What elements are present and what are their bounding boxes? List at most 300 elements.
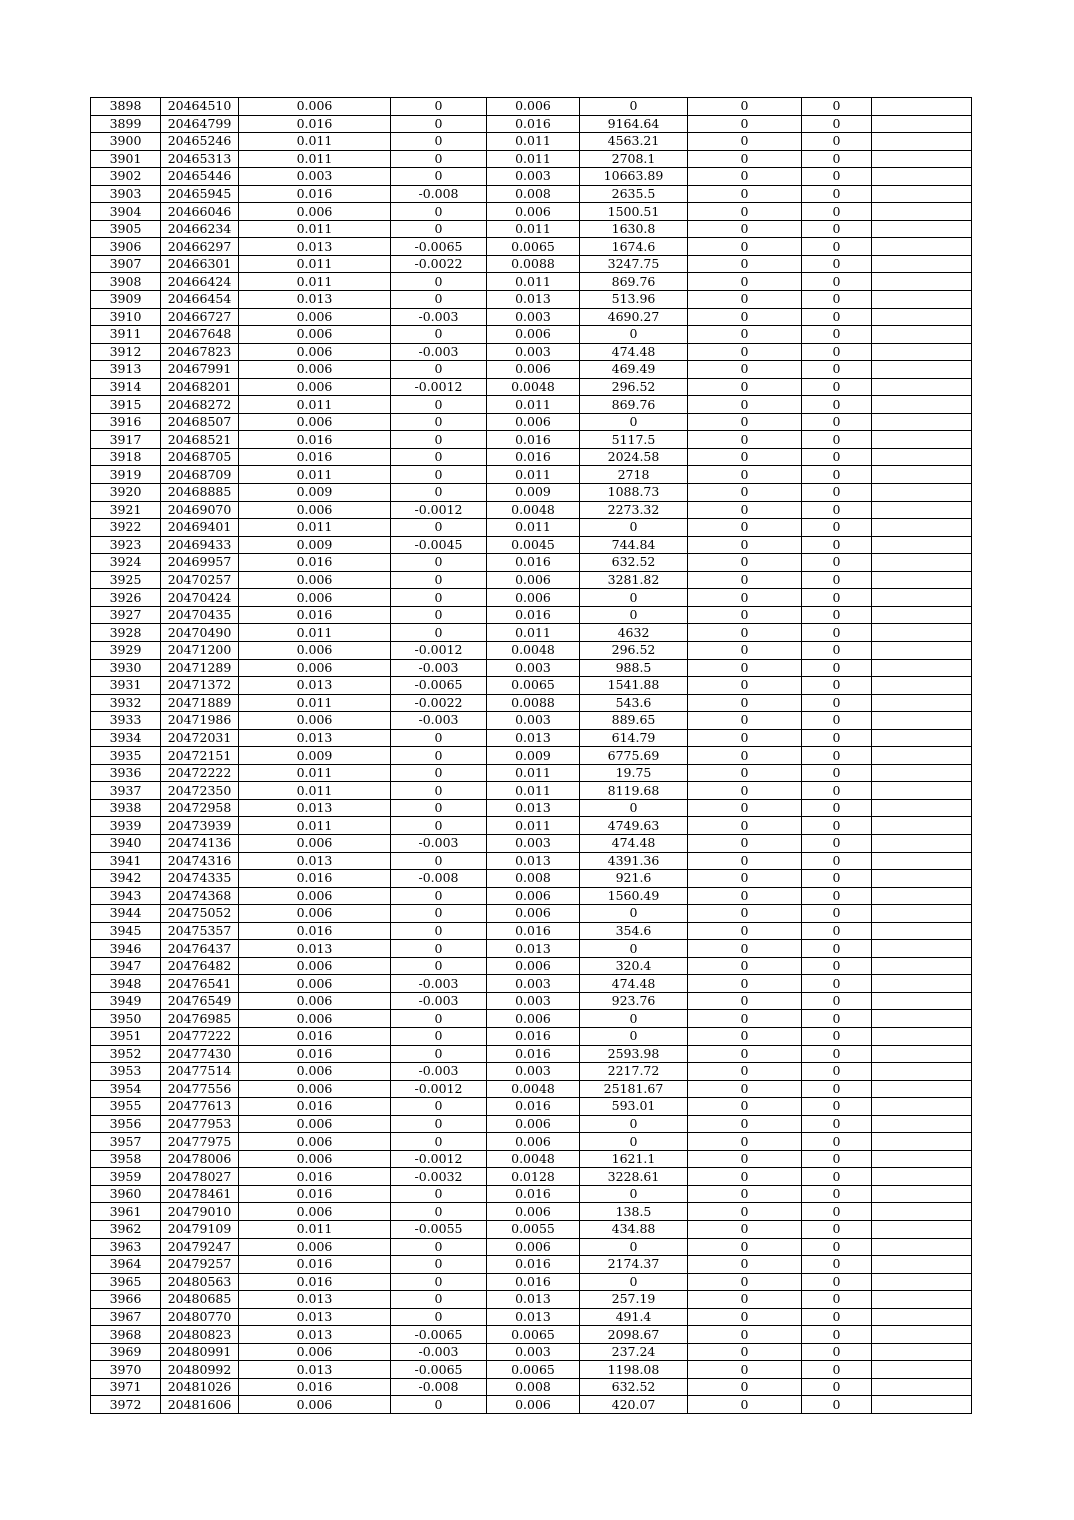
amount-cell: 3247.75: [580, 255, 688, 273]
value-b-cell: 0: [391, 133, 487, 151]
value-e-cell: 0: [802, 1256, 872, 1274]
empty-cell: [872, 1168, 972, 1186]
value-c-cell: 0.008: [487, 185, 580, 203]
id-cell: 20464510: [161, 98, 239, 116]
id-cell: 20468521: [161, 431, 239, 449]
value-a-cell: 0.013: [239, 852, 391, 870]
row-number-cell: 3944: [91, 905, 161, 923]
table-row: [91, 677, 972, 695]
value-a-cell: 0.013: [239, 677, 391, 695]
value-c-cell: 0.013: [487, 940, 580, 958]
id-cell: 20469070: [161, 501, 239, 519]
row-number-cell: 3943: [91, 887, 161, 905]
table-row: [91, 133, 972, 151]
value-a-cell: 0.006: [239, 1203, 391, 1221]
value-b-cell: -0.0012: [391, 1150, 487, 1168]
value-d-cell: 0: [688, 712, 802, 730]
amount-cell: 0: [580, 940, 688, 958]
value-d-cell: 0: [688, 1361, 802, 1379]
amount-cell: 593.01: [580, 1098, 688, 1116]
value-a-cell: 0.006: [239, 589, 391, 607]
value-d-cell: 0: [688, 519, 802, 537]
value-b-cell: 0: [391, 519, 487, 537]
empty-cell: [872, 1326, 972, 1344]
value-e-cell: 0: [802, 1221, 872, 1239]
empty-cell: [872, 957, 972, 975]
value-e-cell: 0: [802, 98, 872, 116]
row-number-cell: 3911: [91, 326, 161, 344]
row-number-cell: 3945: [91, 922, 161, 940]
value-d-cell: 0: [688, 747, 802, 765]
row-number-cell: 3921: [91, 501, 161, 519]
value-b-cell: -0.0032: [391, 1168, 487, 1186]
row-number-cell: 3931: [91, 677, 161, 695]
value-e-cell: 0: [802, 1308, 872, 1326]
value-a-cell: 0.016: [239, 1378, 391, 1396]
id-cell: 20468201: [161, 378, 239, 396]
empty-cell: [872, 98, 972, 116]
value-c-cell: 0.016: [487, 115, 580, 133]
value-a-cell: 0.006: [239, 308, 391, 326]
amount-cell: 614.79: [580, 729, 688, 747]
row-number-cell: 3967: [91, 1308, 161, 1326]
value-c-cell: 0.003: [487, 1343, 580, 1361]
row-number-cell: 3928: [91, 624, 161, 642]
row-number-cell: 3917: [91, 431, 161, 449]
value-e-cell: 0: [802, 1185, 872, 1203]
row-number-cell: 3925: [91, 571, 161, 589]
id-cell: 20480992: [161, 1361, 239, 1379]
row-number-cell: 3907: [91, 255, 161, 273]
row-number-cell: 3942: [91, 870, 161, 888]
value-b-cell: -0.003: [391, 834, 487, 852]
empty-cell: [872, 852, 972, 870]
value-d-cell: 0: [688, 220, 802, 238]
amount-cell: 491.4: [580, 1308, 688, 1326]
id-cell: 20481606: [161, 1396, 239, 1414]
value-e-cell: 0: [802, 484, 872, 502]
value-b-cell: 0: [391, 466, 487, 484]
value-a-cell: 0.011: [239, 273, 391, 291]
value-d-cell: 0: [688, 905, 802, 923]
row-number-cell: 3926: [91, 589, 161, 607]
value-d-cell: 0: [688, 291, 802, 309]
value-a-cell: 0.013: [239, 291, 391, 309]
value-a-cell: 0.006: [239, 1343, 391, 1361]
id-cell: 20468507: [161, 413, 239, 431]
amount-cell: 0: [580, 1027, 688, 1045]
value-e-cell: 0: [802, 799, 872, 817]
id-cell: 20467648: [161, 326, 239, 344]
value-e-cell: 0: [802, 624, 872, 642]
table-row: [91, 1027, 972, 1045]
value-c-cell: 0.013: [487, 729, 580, 747]
empty-cell: [872, 291, 972, 309]
value-e-cell: 0: [802, 1203, 872, 1221]
value-c-cell: 0.006: [487, 1115, 580, 1133]
value-b-cell: -0.003: [391, 308, 487, 326]
table-row: [91, 799, 972, 817]
table-row: [91, 466, 972, 484]
value-a-cell: 0.016: [239, 1185, 391, 1203]
value-b-cell: 0: [391, 413, 487, 431]
table-row: [91, 554, 972, 572]
amount-cell: 420.07: [580, 1396, 688, 1414]
value-d-cell: 0: [688, 378, 802, 396]
empty-cell: [872, 764, 972, 782]
empty-cell: [872, 975, 972, 993]
amount-cell: 0: [580, 326, 688, 344]
value-c-cell: 0.011: [487, 150, 580, 168]
value-a-cell: 0.011: [239, 624, 391, 642]
row-number-cell: 3969: [91, 1343, 161, 1361]
value-e-cell: 0: [802, 238, 872, 256]
row-number-cell: 3935: [91, 747, 161, 765]
value-a-cell: 0.011: [239, 782, 391, 800]
id-cell: 20471200: [161, 641, 239, 659]
amount-cell: 0: [580, 589, 688, 607]
amount-cell: 923.76: [580, 992, 688, 1010]
row-number-cell: 3906: [91, 238, 161, 256]
value-e-cell: 0: [802, 519, 872, 537]
value-d-cell: 0: [688, 589, 802, 607]
value-d-cell: 0: [688, 361, 802, 379]
row-number-cell: 3903: [91, 185, 161, 203]
row-number-cell: 3971: [91, 1378, 161, 1396]
row-number-cell: 3929: [91, 641, 161, 659]
value-c-cell: 0.016: [487, 1027, 580, 1045]
table-row: [91, 1378, 972, 1396]
value-b-cell: 0: [391, 396, 487, 414]
amount-cell: 0: [580, 1185, 688, 1203]
table-row: [91, 817, 972, 835]
table-row: [91, 326, 972, 344]
table-row: [91, 413, 972, 431]
value-d-cell: 0: [688, 484, 802, 502]
value-a-cell: 0.006: [239, 957, 391, 975]
amount-cell: 138.5: [580, 1203, 688, 1221]
table-row: [91, 1080, 972, 1098]
id-cell: 20476985: [161, 1010, 239, 1028]
row-number-cell: 3941: [91, 852, 161, 870]
value-e-cell: 0: [802, 273, 872, 291]
table-row: [91, 957, 972, 975]
value-d-cell: 0: [688, 98, 802, 116]
value-d-cell: 0: [688, 1291, 802, 1309]
value-b-cell: -0.0065: [391, 1361, 487, 1379]
value-d-cell: 0: [688, 1045, 802, 1063]
value-d-cell: 0: [688, 255, 802, 273]
value-b-cell: -0.0012: [391, 641, 487, 659]
value-e-cell: 0: [802, 992, 872, 1010]
amount-cell: 869.76: [580, 396, 688, 414]
table-row: [91, 922, 972, 940]
value-d-cell: 0: [688, 1326, 802, 1344]
amount-cell: 869.76: [580, 273, 688, 291]
empty-cell: [872, 905, 972, 923]
value-a-cell: 0.011: [239, 466, 391, 484]
id-cell: 20477975: [161, 1133, 239, 1151]
table-row: [91, 98, 972, 116]
amount-cell: 889.65: [580, 712, 688, 730]
amount-cell: 2635.5: [580, 185, 688, 203]
value-d-cell: 0: [688, 729, 802, 747]
id-cell: 20470435: [161, 606, 239, 624]
value-a-cell: 0.006: [239, 203, 391, 221]
value-b-cell: 0: [391, 764, 487, 782]
value-b-cell: 0: [391, 817, 487, 835]
value-c-cell: 0.011: [487, 817, 580, 835]
value-d-cell: 0: [688, 852, 802, 870]
id-cell: 20479010: [161, 1203, 239, 1221]
id-cell: 20478006: [161, 1150, 239, 1168]
value-d-cell: 0: [688, 1308, 802, 1326]
amount-cell: 543.6: [580, 694, 688, 712]
id-cell: 20479257: [161, 1256, 239, 1274]
value-c-cell: 0.006: [487, 1203, 580, 1221]
empty-cell: [872, 694, 972, 712]
id-cell: 20466046: [161, 203, 239, 221]
value-e-cell: 0: [802, 571, 872, 589]
value-c-cell: 0.006: [487, 887, 580, 905]
id-cell: 20476549: [161, 992, 239, 1010]
value-e-cell: 0: [802, 291, 872, 309]
value-d-cell: 0: [688, 536, 802, 554]
value-d-cell: 0: [688, 975, 802, 993]
value-a-cell: 0.006: [239, 992, 391, 1010]
value-c-cell: 0.016: [487, 922, 580, 940]
row-number-cell: 3927: [91, 606, 161, 624]
amount-cell: 3281.82: [580, 571, 688, 589]
amount-cell: 469.49: [580, 361, 688, 379]
empty-cell: [872, 185, 972, 203]
value-a-cell: 0.006: [239, 1133, 391, 1151]
value-a-cell: 0.016: [239, 1256, 391, 1274]
empty-cell: [872, 817, 972, 835]
row-number-cell: 3915: [91, 396, 161, 414]
value-b-cell: 0: [391, 1027, 487, 1045]
empty-cell: [872, 799, 972, 817]
value-b-cell: 0: [391, 1045, 487, 1063]
value-e-cell: 0: [802, 589, 872, 607]
value-e-cell: 0: [802, 448, 872, 466]
value-d-cell: 0: [688, 343, 802, 361]
value-b-cell: -0.0012: [391, 1080, 487, 1098]
value-d-cell: 0: [688, 273, 802, 291]
table-row: [91, 659, 972, 677]
amount-cell: 0: [580, 606, 688, 624]
table-row: [91, 1063, 972, 1081]
value-d-cell: 0: [688, 431, 802, 449]
value-b-cell: 0: [391, 782, 487, 800]
value-a-cell: 0.011: [239, 396, 391, 414]
amount-cell: 0: [580, 1238, 688, 1256]
table-row: [91, 712, 972, 730]
row-number-cell: 3916: [91, 413, 161, 431]
row-number-cell: 3899: [91, 115, 161, 133]
value-c-cell: 0.006: [487, 1133, 580, 1151]
value-c-cell: 0.0048: [487, 1150, 580, 1168]
empty-cell: [872, 747, 972, 765]
value-e-cell: 0: [802, 905, 872, 923]
value-a-cell: 0.011: [239, 519, 391, 537]
value-e-cell: 0: [802, 1045, 872, 1063]
id-cell: 20477953: [161, 1115, 239, 1133]
amount-cell: 2217.72: [580, 1063, 688, 1081]
id-cell: 20479247: [161, 1238, 239, 1256]
empty-cell: [872, 1396, 972, 1414]
empty-cell: [872, 589, 972, 607]
value-b-cell: 0: [391, 1203, 487, 1221]
empty-cell: [872, 501, 972, 519]
value-c-cell: 0.016: [487, 1045, 580, 1063]
value-b-cell: 0: [391, 220, 487, 238]
value-a-cell: 0.013: [239, 1361, 391, 1379]
value-a-cell: 0.006: [239, 712, 391, 730]
value-c-cell: 0.016: [487, 1098, 580, 1116]
value-b-cell: 0: [391, 115, 487, 133]
empty-cell: [872, 1273, 972, 1291]
value-d-cell: 0: [688, 834, 802, 852]
id-cell: 20471986: [161, 712, 239, 730]
value-b-cell: 0: [391, 922, 487, 940]
value-c-cell: 0.013: [487, 1308, 580, 1326]
value-b-cell: 0: [391, 589, 487, 607]
value-c-cell: 0.006: [487, 203, 580, 221]
value-e-cell: 0: [802, 782, 872, 800]
row-number-cell: 3900: [91, 133, 161, 151]
value-a-cell: 0.006: [239, 975, 391, 993]
value-d-cell: 0: [688, 1343, 802, 1361]
row-number-cell: 3966: [91, 1291, 161, 1309]
id-cell: 20467991: [161, 361, 239, 379]
id-cell: 20474368: [161, 887, 239, 905]
empty-cell: [872, 326, 972, 344]
value-b-cell: 0: [391, 1133, 487, 1151]
value-b-cell: 0: [391, 431, 487, 449]
value-c-cell: 0.008: [487, 870, 580, 888]
value-b-cell: 0: [391, 203, 487, 221]
empty-cell: [872, 536, 972, 554]
table-row: [91, 519, 972, 537]
id-cell: 20474136: [161, 834, 239, 852]
amount-cell: 1560.49: [580, 887, 688, 905]
id-cell: 20468272: [161, 396, 239, 414]
row-number-cell: 3934: [91, 729, 161, 747]
amount-cell: 474.48: [580, 834, 688, 852]
table-row: [91, 1343, 972, 1361]
value-b-cell: 0: [391, 887, 487, 905]
value-a-cell: 0.006: [239, 1396, 391, 1414]
empty-cell: [872, 396, 972, 414]
value-c-cell: 0.006: [487, 1396, 580, 1414]
id-cell: 20471372: [161, 677, 239, 695]
value-c-cell: 0.006: [487, 326, 580, 344]
value-e-cell: 0: [802, 1168, 872, 1186]
id-cell: 20469957: [161, 554, 239, 572]
value-a-cell: 0.016: [239, 554, 391, 572]
table-row: [91, 606, 972, 624]
value-c-cell: 0.006: [487, 1238, 580, 1256]
value-c-cell: 0.011: [487, 396, 580, 414]
data-table: [90, 97, 972, 1414]
value-b-cell: 0: [391, 571, 487, 589]
empty-cell: [872, 729, 972, 747]
value-b-cell: 0: [391, 1308, 487, 1326]
value-b-cell: 0: [391, 747, 487, 765]
row-number-cell: 3947: [91, 957, 161, 975]
table-row: [91, 940, 972, 958]
value-b-cell: -0.003: [391, 712, 487, 730]
table-row: [91, 852, 972, 870]
amount-cell: 320.4: [580, 957, 688, 975]
value-e-cell: 0: [802, 168, 872, 186]
value-e-cell: 0: [802, 203, 872, 221]
value-d-cell: 0: [688, 115, 802, 133]
row-number-cell: 3922: [91, 519, 161, 537]
value-a-cell: 0.016: [239, 448, 391, 466]
empty-cell: [872, 624, 972, 642]
amount-cell: 0: [580, 1010, 688, 1028]
value-e-cell: 0: [802, 413, 872, 431]
amount-cell: 4690.27: [580, 308, 688, 326]
value-c-cell: 0.0128: [487, 1168, 580, 1186]
id-cell: 20470490: [161, 624, 239, 642]
table-row: [91, 1133, 972, 1151]
value-e-cell: 0: [802, 378, 872, 396]
amount-cell: 4391.36: [580, 852, 688, 870]
empty-cell: [872, 1045, 972, 1063]
id-cell: 20477514: [161, 1063, 239, 1081]
table-row: [91, 747, 972, 765]
empty-cell: [872, 413, 972, 431]
amount-cell: 2718: [580, 466, 688, 484]
value-c-cell: 0.0065: [487, 1361, 580, 1379]
value-a-cell: 0.006: [239, 326, 391, 344]
value-b-cell: -0.003: [391, 975, 487, 993]
id-cell: 20470257: [161, 571, 239, 589]
row-number-cell: 3913: [91, 361, 161, 379]
amount-cell: 0: [580, 1115, 688, 1133]
amount-cell: 257.19: [580, 1291, 688, 1309]
value-b-cell: 0: [391, 1115, 487, 1133]
row-number-cell: 3908: [91, 273, 161, 291]
empty-cell: [872, 1238, 972, 1256]
empty-cell: [872, 1010, 972, 1028]
value-d-cell: 0: [688, 1168, 802, 1186]
value-e-cell: 0: [802, 150, 872, 168]
empty-cell: [872, 922, 972, 940]
value-b-cell: 0: [391, 98, 487, 116]
value-e-cell: 0: [802, 694, 872, 712]
value-c-cell: 0.006: [487, 905, 580, 923]
row-number-cell: 3952: [91, 1045, 161, 1063]
value-b-cell: -0.0022: [391, 255, 487, 273]
value-b-cell: -0.0045: [391, 536, 487, 554]
value-c-cell: 0.011: [487, 764, 580, 782]
value-d-cell: 0: [688, 168, 802, 186]
id-cell: 20474316: [161, 852, 239, 870]
value-e-cell: 0: [802, 922, 872, 940]
value-b-cell: 0: [391, 484, 487, 502]
id-cell: 20469401: [161, 519, 239, 537]
empty-cell: [872, 255, 972, 273]
empty-cell: [872, 677, 972, 695]
value-b-cell: 0: [391, 448, 487, 466]
value-d-cell: 0: [688, 817, 802, 835]
table-row: [91, 834, 972, 852]
value-b-cell: -0.003: [391, 992, 487, 1010]
